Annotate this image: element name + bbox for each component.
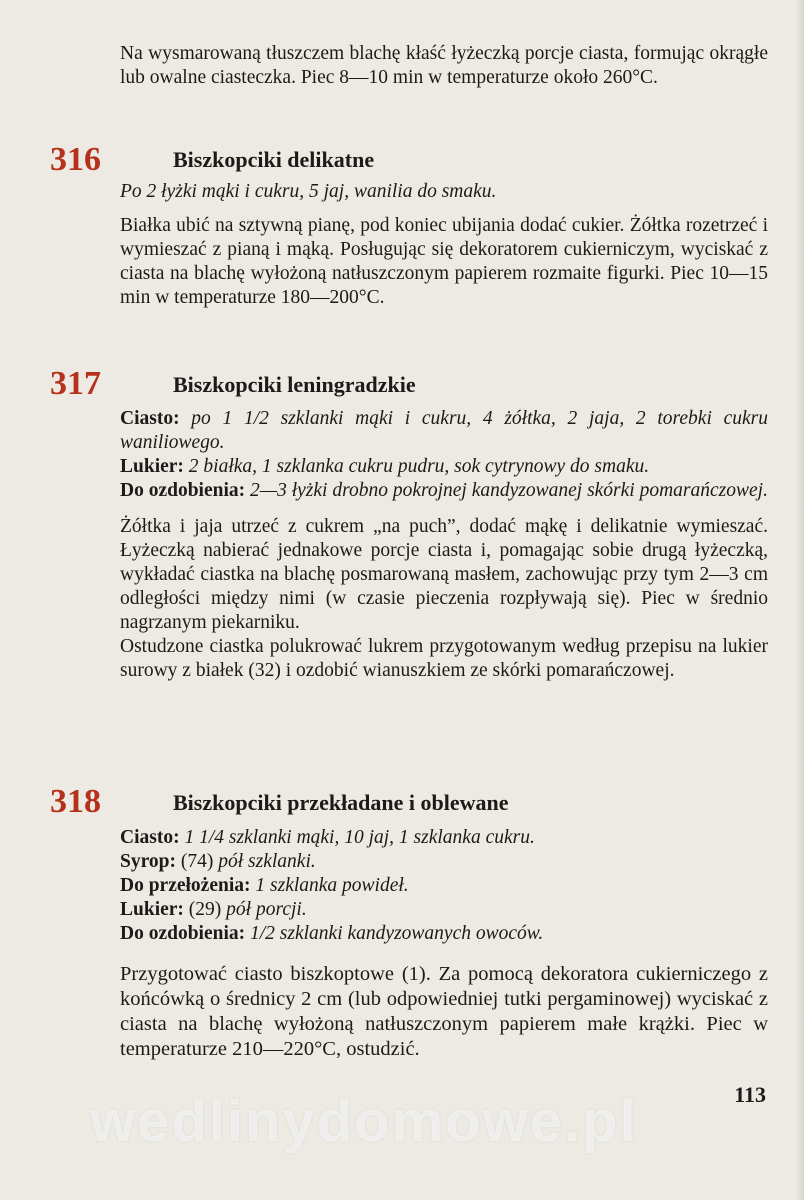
watermark: wedlinydomowe.pl xyxy=(90,1089,638,1154)
intro-paragraph xyxy=(120,42,768,90)
recipe-316-body: Białka ubić na sztywną pianę, pod koniec ubijania dodać cukier. Żółtka rozetrzeć i wymieszać z pianą i mąką. Posługując się dekoratorem cukierniczym, wyciskać z ciasta na blachę wyłożoną natłuszczonym papierem rozmaite figurki. Piec 10—15 min w temperaturze 180—200°C. xyxy=(120,215,768,308)
ingredient-text: 1/2 szklanki kandyzowanych owoców. xyxy=(250,923,544,944)
recipe-number-316: 316 xyxy=(50,141,101,178)
ingredient-text: 1 szklanka powideł. xyxy=(255,875,409,896)
ingredient-line xyxy=(120,922,768,946)
ingredient-line xyxy=(120,826,768,850)
ingredient-text: po 1 1/2 szklanki mąki i cukru, 4 żółtka, 2 jaja, 2 torebki cukru waniliowego. xyxy=(120,408,768,453)
recipe-title-318: Biszkopciki przekładane i oblewane xyxy=(173,790,509,815)
recipe-316-content xyxy=(120,180,768,310)
intro-text: Na wysmarowaną tłuszczem blachę kłaść łyżeczką porcje ciasta, formując okrągłe lub owalne ciasteczka. Piec 8—10 min w temperaturze około 260°C. xyxy=(120,43,768,88)
ingredient-label: Lukier: xyxy=(120,456,184,477)
recipe-title-316: Biszkopciki delikatne xyxy=(173,147,375,172)
ingredient-line xyxy=(120,479,768,503)
ingredient-text: pół szklanki. xyxy=(218,851,316,872)
ingredient-label: Do ozdobienia: xyxy=(120,923,246,944)
ingredient-text: 2—3 łyżki drobno pokrojnej kandyzowanej skórki pomarańczowej. xyxy=(250,480,768,501)
recipe-316-ingredients: Po 2 łyżki mąki i cukru, 5 jaj, wanilia do smaku. xyxy=(120,181,497,202)
ingredient-line xyxy=(120,898,768,922)
ingredient-line xyxy=(120,455,768,479)
ingredient-text: 2 białka, 1 szklanka cukru pudru, sok cytrynowy do smaku. xyxy=(188,456,650,477)
ingredient-line xyxy=(120,874,768,898)
ingredient-label: Lukier: xyxy=(120,899,184,920)
page-edge-shadow xyxy=(794,0,804,1200)
ingredient-label: Ciasto: xyxy=(120,827,180,848)
recipe-318-body: Przygotować ciasto biszkoptowe (1). Za pomocą dekoratora cukierniczego z końcówką o średnicy 2 cm (lub odpowiedniej tutki pergaminowej) wyciskać z ciasta na blachę wyłożoną natłuszczonym papierem małe krążki. Piec w temperaturze 210—220°C, ostudzić. xyxy=(120,963,768,1060)
ingredient-text: 1 1/4 szklanki mąki, 10 jaj, 1 szklanka cukru. xyxy=(184,827,535,848)
recipe-317-body: Żółtka i jaja utrzeć z cukrem „na puch”, dodać mąkę i delikatnie wymieszać. Łyżeczką nabierać jednakowe porcje ciasta i, pomagając sobie drugą łyżeczką, wykładać ciastka na blachę posmarowaną masłem, zachowując przy tym 2—3 cm odległości między nimi (w czasie pieczenia rozpływają się). Piec w średnio nagrzanym piekarniku. xyxy=(120,516,768,633)
ingredient-text: pół porcji. xyxy=(226,899,307,920)
recipe-317-body-2: Ostudzone ciastka polukrować lukrem przygotowanym według przepisu na lukier surowy z białek (32) i ozdobić wianuszkiem ze skórki pomarańczowej. xyxy=(120,636,768,681)
ingredient-label: Syrop: xyxy=(120,851,176,872)
ingredient-ref: (74) xyxy=(180,851,214,872)
recipe-title-317: Biszkopciki leningradzkie xyxy=(173,372,416,397)
ingredient-label: Do przełożenia: xyxy=(120,875,251,896)
page-number: 113 xyxy=(734,1082,766,1107)
ingredient-label: Do ozdobienia: xyxy=(120,480,246,501)
recipe-number-318: 318 xyxy=(50,783,101,820)
recipe-318-content xyxy=(120,826,768,1062)
recipe-number-317: 317 xyxy=(50,365,101,402)
recipe-317-content xyxy=(120,407,768,683)
ingredient-line xyxy=(120,407,768,455)
ingredient-label: Ciasto: xyxy=(120,408,180,429)
ingredient-ref: (29) xyxy=(188,899,222,920)
ingredient-line xyxy=(120,850,768,874)
